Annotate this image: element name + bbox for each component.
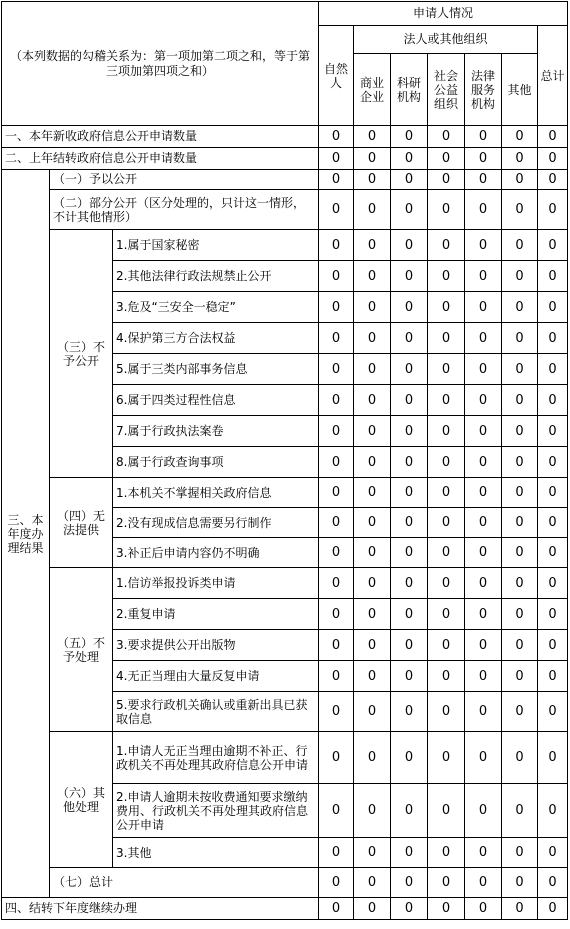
value-cell: 0 [502, 661, 538, 692]
value-cell: 0 [538, 661, 568, 692]
value-cell: 0 [502, 868, 538, 898]
value-cell: 0 [319, 630, 354, 661]
value-cell: 0 [354, 599, 391, 630]
value-cell: 0 [538, 148, 568, 170]
value-cell: 0 [502, 898, 538, 920]
value-cell: 0 [319, 323, 354, 354]
value-cell: 0 [465, 568, 502, 599]
value-cell: 0 [354, 385, 391, 416]
row-subtotal [2, 868, 568, 898]
sub-item-label: 4.保护第三方合法权益 [113, 323, 319, 354]
sub-item-label: 3.要求提供公开出版物 [113, 630, 319, 661]
value-cell: 0 [354, 478, 391, 508]
value-cell: 0 [354, 170, 391, 190]
sub-item-label: 2.申请人逾期未按收费通知要求缴纳费用、行政机关不再处理其政府信息公开申请 [113, 784, 319, 838]
value-cell: 0 [538, 538, 568, 568]
value-cell: 0 [465, 385, 502, 416]
value-cell: 0 [502, 170, 538, 190]
value-cell: 0 [428, 354, 465, 385]
value-cell: 0 [319, 385, 354, 416]
row-label: 二、上年结转政府信息公开申请数量 [2, 148, 319, 170]
value-cell: 0 [502, 292, 538, 323]
value-cell: 0 [465, 261, 502, 292]
value-cell: 0 [428, 170, 465, 190]
value-cell: 0 [319, 838, 354, 868]
value-cell: 0 [465, 170, 502, 190]
value-cell: 0 [465, 508, 502, 538]
sub-item-label: 1.信访举报投诉类申请 [113, 568, 319, 599]
sub-item-label: 1.本机关不掌握相关政府信息 [113, 478, 319, 508]
value-cell: 0 [465, 126, 502, 148]
value-cell: 0 [391, 385, 428, 416]
value-cell: 0 [502, 630, 538, 661]
value-cell: 0 [465, 323, 502, 354]
value-cell: 0 [428, 838, 465, 868]
value-cell: 0 [391, 292, 428, 323]
applicant-header: 申请人情况 [319, 2, 568, 26]
value-cell: 0 [354, 692, 391, 732]
value-cell: 0 [354, 261, 391, 292]
g3-group-label: （三）不予公开 [50, 230, 113, 478]
value-cell: 0 [391, 148, 428, 170]
g4-row [2, 478, 568, 508]
value-cell: 0 [428, 661, 465, 692]
value-cell: 0 [538, 868, 568, 898]
value-cell: 0 [354, 784, 391, 838]
sub-item-label: 1.申请人无正当理由逾期不补正、行政机关不再处理其政府信息公开申请 [113, 732, 319, 784]
value-cell: 0 [354, 568, 391, 599]
value-cell: 0 [428, 148, 465, 170]
value-cell: 0 [428, 868, 465, 898]
value-cell: 0 [354, 868, 391, 898]
row-partial-disclosure [2, 190, 568, 230]
value-cell: 0 [391, 170, 428, 190]
value-cell: 0 [465, 538, 502, 568]
value-cell: 0 [502, 478, 538, 508]
value-cell: 0 [538, 416, 568, 447]
value-cell: 0 [319, 508, 354, 538]
value-cell: 0 [465, 661, 502, 692]
value-cell: 0 [319, 170, 354, 190]
value-cell: 0 [502, 447, 538, 478]
value-cell: 0 [538, 385, 568, 416]
value-cell: 0 [319, 898, 354, 920]
value-cell: 0 [465, 230, 502, 261]
value-cell: 0 [391, 323, 428, 354]
value-cell: 0 [428, 732, 465, 784]
value-cell: 0 [354, 732, 391, 784]
sub-item-label: 2.重复申请 [113, 599, 319, 630]
value-cell: 0 [502, 416, 538, 447]
value-cell: 0 [319, 568, 354, 599]
value-cell: 0 [319, 732, 354, 784]
value-cell: 0 [465, 148, 502, 170]
value-cell: 0 [391, 261, 428, 292]
value-cell: 0 [391, 126, 428, 148]
value-cell: 0 [319, 292, 354, 323]
value-cell: 0 [319, 692, 354, 732]
row-carried-over [2, 148, 568, 170]
value-cell: 0 [502, 323, 538, 354]
legal-entity-header: 法人或其他组织 [354, 26, 538, 54]
sub-item-label: 3.补正后申请内容仍不明确 [113, 538, 319, 568]
value-cell: 0 [354, 838, 391, 868]
value-cell: 0 [502, 261, 538, 292]
value-cell: 0 [391, 478, 428, 508]
value-cell: 0 [428, 784, 465, 838]
value-cell: 0 [428, 292, 465, 323]
value-cell: 0 [502, 148, 538, 170]
value-cell: 0 [538, 261, 568, 292]
value-cell: 0 [538, 230, 568, 261]
value-cell: 0 [538, 732, 568, 784]
value-cell: 0 [428, 692, 465, 732]
g5-row [2, 568, 568, 599]
g3-row [2, 230, 568, 261]
value-cell: 0 [538, 838, 568, 868]
value-cell: 0 [465, 692, 502, 732]
value-cell: 0 [354, 292, 391, 323]
value-cell: 0 [319, 126, 354, 148]
value-cell: 0 [391, 692, 428, 732]
info-disclosure-table [1, 1, 568, 920]
value-cell: 0 [391, 354, 428, 385]
value-cell: 0 [538, 190, 568, 230]
value-cell: 0 [428, 599, 465, 630]
value-cell: 0 [502, 599, 538, 630]
sub-item-label: 2.没有现成信息需要另行制作 [113, 508, 319, 538]
value-cell: 0 [465, 898, 502, 920]
value-cell: 0 [428, 416, 465, 447]
row-label: 一、本年新收政府信息公开申请数量 [2, 126, 319, 148]
row-label: （一）予以公开 [50, 170, 319, 190]
value-cell: 0 [319, 416, 354, 447]
sub-item-label: 4.无正当理由大量反复申请 [113, 661, 319, 692]
value-cell: 0 [428, 190, 465, 230]
value-cell: 0 [391, 190, 428, 230]
value-cell: 0 [428, 447, 465, 478]
total-header: 总计 [538, 26, 568, 126]
value-cell: 0 [354, 323, 391, 354]
value-cell: 0 [319, 230, 354, 261]
value-cell: 0 [428, 898, 465, 920]
value-cell: 0 [428, 126, 465, 148]
value-cell: 0 [391, 416, 428, 447]
natural-person-header: 自然人 [319, 26, 354, 126]
row-label: （七）总计 [50, 868, 319, 898]
table-body [2, 2, 568, 920]
value-cell: 0 [354, 190, 391, 230]
value-cell: 0 [465, 292, 502, 323]
value-cell: 0 [391, 447, 428, 478]
value-cell: 0 [391, 784, 428, 838]
value-cell: 0 [428, 508, 465, 538]
sub-item-label: 3.其他 [113, 838, 319, 868]
sub-item-label: 2.其他法律行政法规禁止公开 [113, 261, 319, 292]
value-cell: 0 [319, 538, 354, 568]
value-cell: 0 [319, 148, 354, 170]
value-cell: 0 [391, 538, 428, 568]
value-cell: 0 [502, 692, 538, 732]
value-cell: 0 [391, 838, 428, 868]
value-cell: 0 [428, 568, 465, 599]
value-cell: 0 [502, 385, 538, 416]
value-cell: 0 [465, 354, 502, 385]
value-cell: 0 [319, 447, 354, 478]
value-cell: 0 [354, 661, 391, 692]
value-cell: 0 [502, 568, 538, 599]
value-cell: 0 [391, 599, 428, 630]
value-cell: 0 [428, 261, 465, 292]
value-cell: 0 [538, 354, 568, 385]
value-cell: 0 [391, 230, 428, 261]
value-cell: 0 [319, 661, 354, 692]
value-cell: 0 [538, 692, 568, 732]
g4-group-label: （四）无法提供 [50, 478, 113, 568]
row-label: 四、结转下年度继续办理 [2, 898, 319, 920]
value-cell: 0 [538, 126, 568, 148]
value-cell: 0 [465, 478, 502, 508]
value-cell: 0 [502, 230, 538, 261]
row-carry-forward [2, 898, 568, 920]
value-cell: 0 [354, 538, 391, 568]
value-cell: 0 [465, 599, 502, 630]
value-cell: 0 [538, 630, 568, 661]
value-cell: 0 [428, 630, 465, 661]
value-cell: 0 [319, 478, 354, 508]
value-cell: 0 [319, 784, 354, 838]
value-cell: 0 [391, 568, 428, 599]
value-cell: 0 [354, 126, 391, 148]
value-cell: 0 [538, 508, 568, 538]
value-cell: 0 [319, 261, 354, 292]
value-cell: 0 [319, 354, 354, 385]
value-cell: 0 [391, 630, 428, 661]
value-cell: 0 [465, 416, 502, 447]
value-cell: 0 [354, 447, 391, 478]
row-full-disclosure [2, 170, 568, 190]
g5-group-label: （五）不予处理 [50, 568, 113, 732]
value-cell: 0 [538, 784, 568, 838]
sub-item-label: 6.属于四类过程性信息 [113, 385, 319, 416]
value-cell: 0 [391, 732, 428, 784]
value-cell: 0 [538, 323, 568, 354]
value-cell: 0 [502, 126, 538, 148]
value-cell: 0 [319, 868, 354, 898]
value-cell: 0 [428, 230, 465, 261]
value-cell: 0 [538, 568, 568, 599]
value-cell: 0 [502, 354, 538, 385]
value-cell: 0 [354, 508, 391, 538]
value-cell: 0 [502, 732, 538, 784]
sub-item-label: 7.属于行政执法案卷 [113, 416, 319, 447]
other-header: 其他 [502, 54, 538, 126]
value-cell: 0 [465, 630, 502, 661]
value-cell: 0 [465, 732, 502, 784]
value-cell: 0 [354, 230, 391, 261]
value-cell: 0 [502, 538, 538, 568]
value-cell: 0 [391, 898, 428, 920]
g6-row [2, 732, 568, 784]
value-cell: 0 [465, 784, 502, 838]
value-cell: 0 [538, 898, 568, 920]
section-3-label: 三、本年度办理结果 [2, 170, 50, 898]
value-cell: 0 [465, 190, 502, 230]
g6-group-label: （六）其他处理 [50, 732, 113, 868]
commercial-enterprise-header: 商业企业 [354, 54, 391, 126]
value-cell: 0 [354, 416, 391, 447]
value-cell: 0 [391, 508, 428, 538]
value-cell: 0 [354, 898, 391, 920]
value-cell: 0 [391, 661, 428, 692]
value-cell: 0 [319, 599, 354, 630]
sub-item-label: 3.危及“三安全一稳定” [113, 292, 319, 323]
value-cell: 0 [538, 478, 568, 508]
value-cell: 0 [428, 478, 465, 508]
legal-service-header: 法律服务机构 [465, 54, 502, 126]
value-cell: 0 [502, 838, 538, 868]
value-cell: 0 [538, 599, 568, 630]
value-cell: 0 [538, 292, 568, 323]
row-new-requests [2, 126, 568, 148]
value-cell: 0 [428, 385, 465, 416]
value-cell: 0 [391, 868, 428, 898]
value-cell: 0 [538, 447, 568, 478]
research-institution-header: 科研机构 [391, 54, 428, 126]
sub-item-label: 1.属于国家秘密 [113, 230, 319, 261]
row-label: （二）部分公开（区分处理的，只计这一情形，不计其他情形） [50, 190, 319, 230]
value-cell: 0 [319, 190, 354, 230]
value-cell: 0 [502, 508, 538, 538]
value-cell: 0 [465, 447, 502, 478]
sub-item-label: 5.属于三类内部事务信息 [113, 354, 319, 385]
sub-item-label: 8.属于行政查询事项 [113, 447, 319, 478]
value-cell: 0 [538, 170, 568, 190]
value-cell: 0 [354, 148, 391, 170]
value-cell: 0 [354, 630, 391, 661]
sub-item-label: 5.要求行政机关确认或重新出具已获取信息 [113, 692, 319, 732]
value-cell: 0 [502, 784, 538, 838]
value-cell: 0 [428, 323, 465, 354]
value-cell: 0 [502, 190, 538, 230]
value-cell: 0 [465, 868, 502, 898]
value-cell: 0 [465, 838, 502, 868]
calculation-note: （本列数据的勾稽关系为：第一项加第二项之和，等于第三项加第四项之和） [2, 2, 319, 126]
value-cell: 0 [428, 538, 465, 568]
value-cell: 0 [354, 354, 391, 385]
public-welfare-org-header: 社会公益组织 [428, 54, 465, 126]
header-row-1 [2, 2, 568, 26]
